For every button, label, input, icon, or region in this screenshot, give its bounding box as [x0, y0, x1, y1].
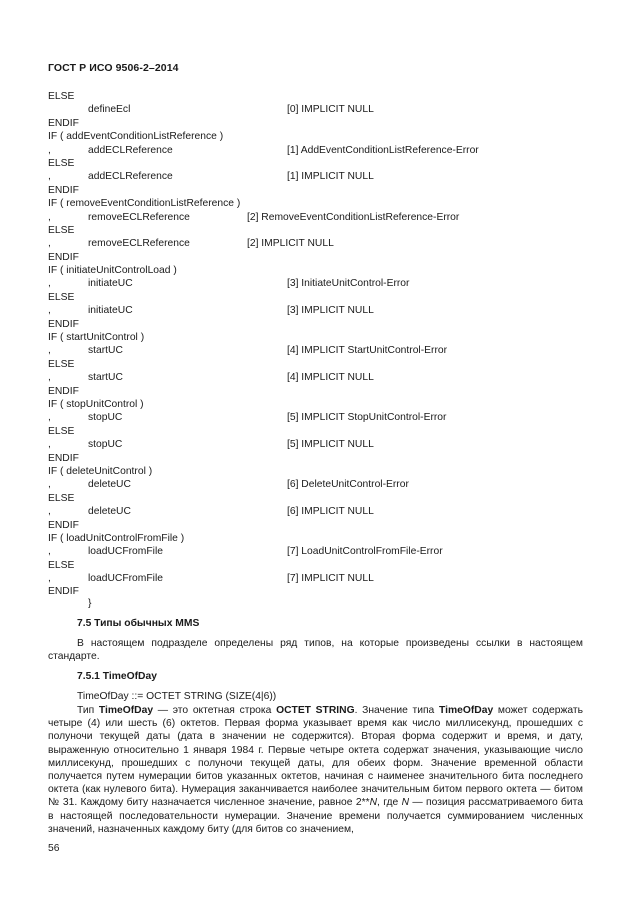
- code-line: [48, 532, 588, 545]
- code-keyword: ELSE: [48, 425, 75, 437]
- code-field-name: loadUCFromFile: [88, 546, 163, 558]
- code-keyword: ENDIF: [48, 251, 79, 263]
- code-keyword: IF ( loadUnitControlFromFile ): [48, 532, 185, 544]
- code-field-name: addECLReference: [88, 144, 173, 156]
- text-run: , где: [377, 797, 402, 809]
- text-run: — это октетная строка: [153, 705, 277, 716]
- code-keyword: ENDIF: [48, 586, 79, 598]
- code-keyword: ,: [48, 412, 51, 424]
- code-line: [48, 224, 588, 237]
- code-line: [48, 425, 588, 438]
- code-keyword: ,: [48, 171, 51, 183]
- code-keyword: ELSE: [48, 559, 75, 571]
- code-keyword: ,: [48, 211, 51, 223]
- code-keyword: ENDIF: [48, 452, 79, 464]
- code-line: [48, 572, 588, 585]
- code-line: [48, 291, 588, 304]
- code-field-type: [2] IMPLICIT NULL: [247, 238, 334, 250]
- code-keyword: ENDIF: [48, 519, 79, 531]
- code-line: [48, 264, 588, 277]
- code-field-type: [4] IMPLICIT NULL: [287, 372, 374, 384]
- code-line: [48, 103, 588, 116]
- code-field-name: removeECLReference: [88, 238, 190, 250]
- code-field-type: [3] IMPLICIT NULL: [287, 305, 374, 317]
- code-keyword: ELSE: [48, 224, 75, 236]
- code-keyword: ,: [48, 506, 51, 518]
- section-7-5-paragraph: [48, 637, 583, 663]
- code-keyword: ,: [48, 546, 51, 558]
- code-line: [48, 130, 588, 143]
- code-line: [48, 478, 588, 491]
- code-keyword: ELSE: [48, 492, 75, 504]
- code-keyword: ENDIF: [48, 117, 79, 129]
- code-keyword: ,: [48, 278, 51, 290]
- code-line: [48, 398, 588, 411]
- bold-term: TimeOfDay: [439, 705, 494, 716]
- closing-brace: }: [88, 598, 92, 609]
- code-field-name: stopUC: [88, 439, 123, 451]
- code-field-type: [2] RemoveEventConditionListReference-Error: [247, 211, 460, 223]
- code-line: [48, 170, 588, 183]
- code-line: [48, 251, 588, 264]
- document-header: ГОСТ Р ИСО 9506-2–2014: [48, 62, 179, 74]
- code-keyword: ENDIF: [48, 318, 79, 330]
- code-line: [48, 304, 588, 317]
- code-line: [48, 157, 588, 170]
- code-line: [48, 344, 588, 357]
- code-line: [48, 505, 588, 518]
- code-line: [48, 211, 588, 224]
- code-keyword: ENDIF: [48, 184, 79, 196]
- code-line: [48, 371, 588, 384]
- code-keyword: ,: [48, 345, 51, 357]
- code-field-type: [7] IMPLICIT NULL: [287, 573, 374, 585]
- code-line: [48, 465, 588, 478]
- code-field-name: deleteUC: [88, 506, 131, 518]
- bold-term: TimeOfDay: [98, 705, 154, 716]
- code-line: [48, 411, 588, 424]
- code-field-name: removeECLReference: [88, 211, 190, 223]
- code-field-type: [7] LoadUnitControlFromFile-Error: [287, 546, 443, 558]
- code-line: [48, 237, 588, 250]
- paragraph-text: В настоящем подразделе определены ряд типов, на которые произведены ссылки в настоящем стандарте.: [48, 638, 583, 663]
- code-field-name: deleteUC: [88, 479, 131, 491]
- code-keyword: ,: [48, 238, 51, 250]
- text-run: может содержать четыре (4) или шесть (6) октетов. Первая форма указывает время как число миллисекунд, прошедших с полуночи текущей даты (дата в значении не содержится). Вторая форма содержит и время, и дату, выраженную относительно 1 января 1984 г. Первые четыре октета содержат значения, указывающие число миллисекунд, прошедших с полуночи текущей даты, для обеих форм. Значение временной области получается путем нумерации битов указанных октетов, начиная с наименее значительного бита последнего октета (как нулевого бита). Нумерация заканчивается наиболее значительным битом первого октета — битом № 31. Каждому биту назначается численное значение, равное 2**: [48, 705, 583, 809]
- code-field-name: startUC: [88, 372, 123, 384]
- code-line: [48, 358, 588, 371]
- code-keyword: ENDIF: [48, 385, 79, 397]
- code-keyword: ,: [48, 305, 51, 317]
- code-field-name: initiateUC: [88, 305, 133, 317]
- section-heading-7-5-1: 7.5.1 TimeOfDay: [77, 671, 157, 682]
- code-field-type: [0] IMPLICIT NULL: [287, 104, 374, 116]
- text-run: — позиция рассматриваемого бита в настоящей последовательности нумерации. Значение времени получается суммированием численных значений, назначенных каждому биту (для битов со значением,: [48, 797, 583, 835]
- code-line: [48, 184, 588, 197]
- code-field-name: loadUCFromFile: [88, 573, 163, 585]
- code-line: [48, 277, 588, 290]
- code-keyword: IF ( initiateUnitControlLoad ): [48, 265, 177, 277]
- type-definition: TimeOfDay ::= OCTET STRING (SIZE(4|6)): [77, 691, 277, 702]
- bold-term: OCTET STRING: [276, 705, 355, 716]
- code-line: [48, 585, 588, 598]
- section-heading-7-5: 7.5 Типы обычных MMS: [77, 618, 200, 629]
- code-line: [48, 545, 588, 558]
- code-field-name: defineEcl: [88, 104, 131, 116]
- italic-variable: N: [401, 797, 410, 809]
- code-field-type: [1] IMPLICIT NULL: [287, 171, 374, 183]
- code-line: [48, 117, 588, 130]
- text-run: . Значение типа: [354, 705, 439, 716]
- code-keyword: ,: [48, 573, 51, 585]
- code-line: [48, 519, 588, 532]
- code-line: [48, 452, 588, 465]
- code-field-name: addECLReference: [88, 171, 173, 183]
- code-field-name: initiateUC: [88, 278, 133, 290]
- code-keyword: ,: [48, 372, 51, 384]
- code-keyword: IF ( removeEventConditionListReference ): [48, 198, 241, 210]
- code-line: [48, 438, 588, 451]
- code-keyword: IF ( deleteUnitControl ): [48, 465, 153, 477]
- code-keyword: ELSE: [48, 358, 75, 370]
- code-field-type: [4] IMPLICIT StartUnitControl-Error: [287, 345, 448, 357]
- code-line: [48, 197, 588, 210]
- code-field-type: [1] AddEventConditionListReference-Error: [287, 144, 479, 156]
- code-field-type: [6] DeleteUnitControl-Error: [287, 479, 409, 491]
- code-keyword: ,: [48, 144, 51, 156]
- code-keyword: ELSE: [48, 91, 75, 102]
- code-keyword: ,: [48, 439, 51, 451]
- section-7-5-1-paragraph: [48, 704, 583, 836]
- code-line: [48, 331, 588, 344]
- code-line: [48, 492, 588, 505]
- code-field-type: [5] IMPLICIT NULL: [287, 439, 374, 451]
- page-number: 56: [48, 843, 60, 854]
- code-keyword: IF ( stopUnitControl ): [48, 398, 144, 410]
- asn1-code-block: [48, 90, 588, 599]
- code-keyword: ELSE: [48, 157, 75, 169]
- code-field-name: stopUC: [88, 412, 123, 424]
- code-line: [48, 385, 588, 398]
- code-keyword: ,: [48, 479, 51, 491]
- code-keyword: IF ( startUnitControl ): [48, 332, 145, 344]
- code-keyword: IF ( addEventConditionListReference ): [48, 131, 224, 143]
- text-run: Тип: [77, 705, 99, 716]
- code-line: [48, 144, 588, 157]
- paragraph-text: [48, 704, 583, 836]
- code-line: [48, 318, 588, 331]
- italic-variable: N: [369, 797, 378, 809]
- code-field-type: [5] IMPLICIT StopUnitControl-Error: [287, 412, 447, 424]
- code-line: [48, 559, 588, 572]
- code-field-type: [3] InitiateUnitControl-Error: [287, 278, 410, 290]
- code-line: [48, 90, 588, 103]
- code-field-name: startUC: [88, 345, 123, 357]
- code-keyword: ELSE: [48, 291, 75, 303]
- code-field-type: [6] IMPLICIT NULL: [287, 506, 374, 518]
